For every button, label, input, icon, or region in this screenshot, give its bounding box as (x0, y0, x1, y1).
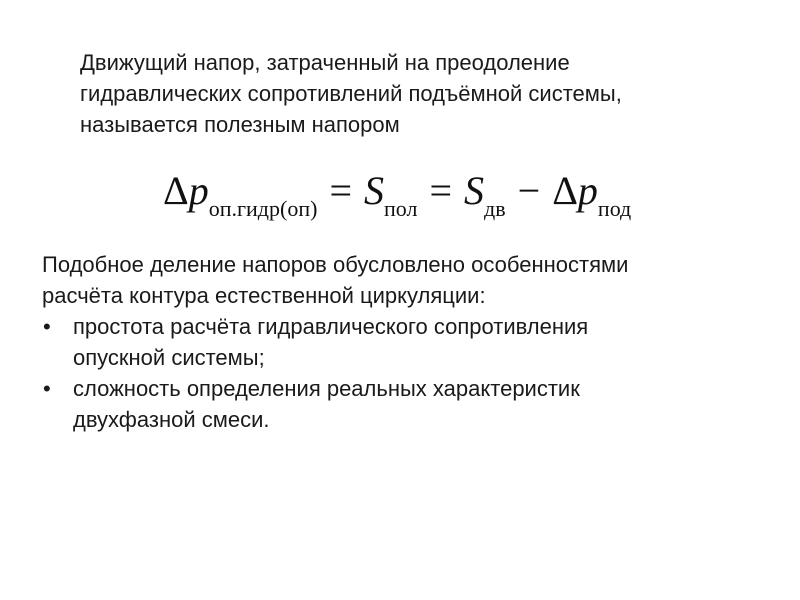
bullet-1-line-2: опускной системы; (73, 345, 265, 370)
intro-line-1: Движущий напор, затраченный на преодоление (80, 50, 570, 75)
formula-p-2: p (577, 168, 598, 213)
bullet-item-2 (42, 373, 782, 435)
bullet-2-line-2: двухфазной смеси. (73, 407, 270, 432)
formula-delta-2: Δ (552, 168, 578, 213)
body-paragraph (42, 249, 782, 435)
formula-subscript-useful: пол (384, 196, 418, 221)
formula-equals-2: = (429, 168, 453, 213)
formula-subscript-driving: дв (484, 196, 506, 221)
formula-p-1: p (188, 168, 209, 213)
formula-subscript-riser: под (597, 196, 632, 221)
body-line-1: Подобное деление напоров обусловлено особенностями (42, 252, 629, 277)
intro-paragraph (80, 47, 780, 140)
intro-line-2: гидравлических сопротивлений подъёмной системы, (80, 81, 622, 106)
formula-subscript-downcomer: оп.гидр(оп) (208, 196, 318, 221)
useful-head-formula (163, 163, 631, 219)
formula-s-useful: S (364, 168, 384, 213)
formula-equals-1: = (329, 168, 352, 213)
bullet-item-1 (42, 311, 782, 373)
formula-minus: − (517, 168, 541, 213)
bullet-2-line-1: сложность определения реальных характеристик (73, 376, 580, 401)
bullet-dot: • (43, 314, 51, 339)
body-line-2: расчёта контура естественной циркуляции: (42, 283, 486, 308)
bullet-1-line-1: простота расчёта гидравлического сопротивления (73, 314, 589, 339)
formula-s-driving: S (464, 168, 485, 213)
intro-line-3: называется полезным напором (80, 112, 400, 137)
formula-delta-1: Δ (163, 168, 189, 213)
bullet-list (42, 311, 782, 435)
bullet-dot: • (43, 376, 51, 401)
